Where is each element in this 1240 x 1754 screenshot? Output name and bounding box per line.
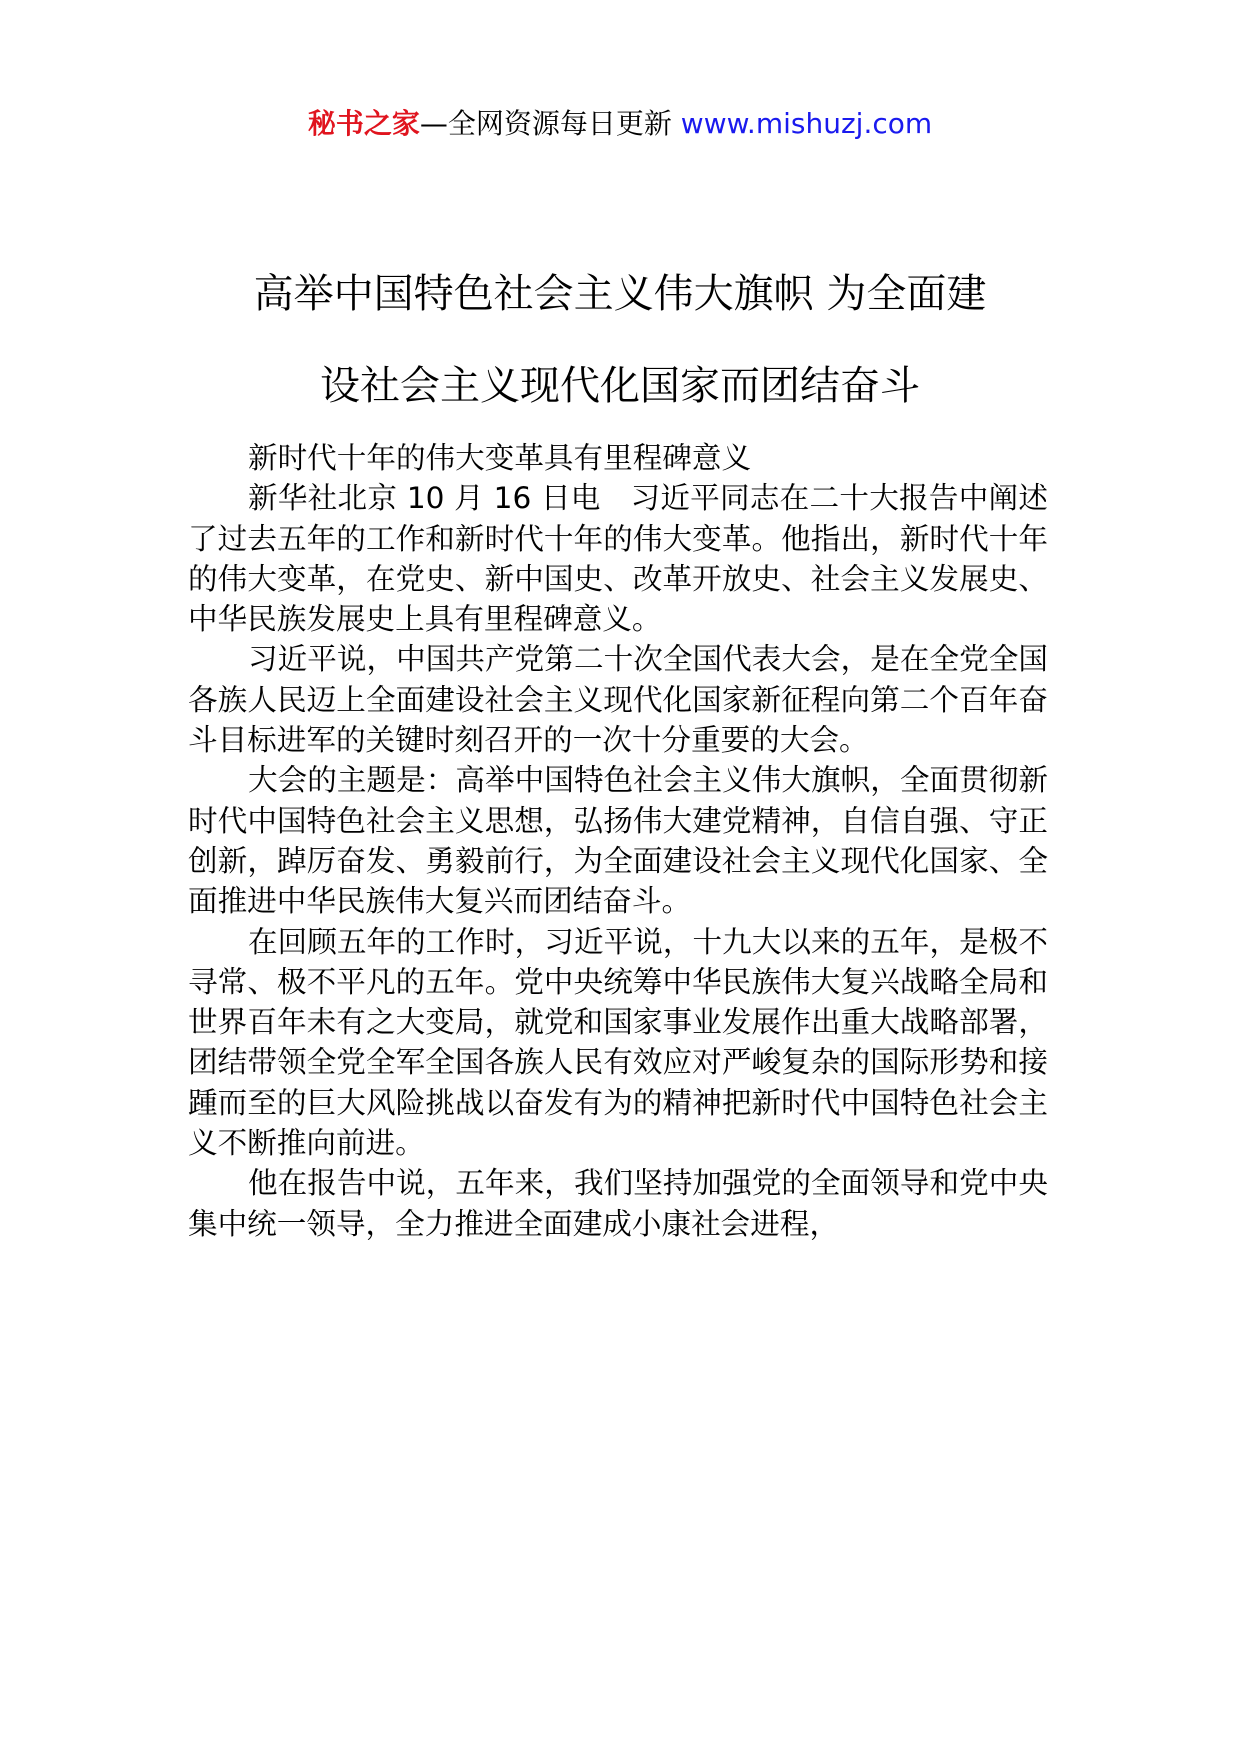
paragraph-1: 新华社北京 10 月 16 日电 习近平同志在二十大报告中阐述了过去五年的工作和新时代十年的伟大变革。他指出，新时代十年的伟大变革，在党史、新中国史、改革开放史、社会主义发展史、中华民族发展史上具有里程碑意义。 <box>188 481 1048 637</box>
site-header <box>0 100 1240 148</box>
section-subheading: 新时代十年的伟大变革具有里程碑意义 <box>248 441 752 475</box>
document-body <box>188 438 1048 1244</box>
paragraph-3: 大会的主题是：高举中国特色社会主义伟大旗帜，全面贯彻新时代中国特色社会主义思想，弘扬伟大建党精神，自信自强、守正创新，踔厉奋发、勇毅前行，为全面建设社会主义现代化国家、全面推进中华民族伟大复兴而团结奋斗。 <box>188 763 1048 919</box>
title-line-1: 高举中国特色社会主义伟大旗帜 为全面建 <box>253 271 987 317</box>
paragraph-4: 在回顾五年的工作时，习近平说，十九大以来的五年，是极不寻常、极不平凡的五年。党中央统筹中华民族伟大复兴战略全局和世界百年未有之大变局，就党和国家事业发展作出重大战略部署，团结带领全党全军全国各族人民有效应对严峻复杂的国际形势和接踵而至的巨大风险挑战以奋发有为的精神把新时代中国特色社会主义不断推向前进。 <box>188 924 1048 1161</box>
paragraph-2: 习近平说，中国共产党第二十次全国代表大会，是在全党全国各族人民迈上全面建设社会主义现代化国家新征程向第二个百年奋斗目标进军的关键时刻召开的一次十分重要的大会。 <box>188 642 1048 758</box>
paragraph-5: 他在报告中说，五年来，我们坚持加强党的全面领导和党中央集中统一领导，全力推进全面建成小康社会进程， <box>188 1166 1048 1241</box>
document-title <box>150 248 1090 432</box>
brand-name: 秘书之家 <box>307 107 420 140</box>
header-tagline: —全网资源每日更新 <box>419 107 672 140</box>
title-line-2: 设社会主义现代化国家而团结奋斗 <box>320 363 920 409</box>
site-url-link[interactable]: www.mishuzj.com <box>680 107 933 140</box>
